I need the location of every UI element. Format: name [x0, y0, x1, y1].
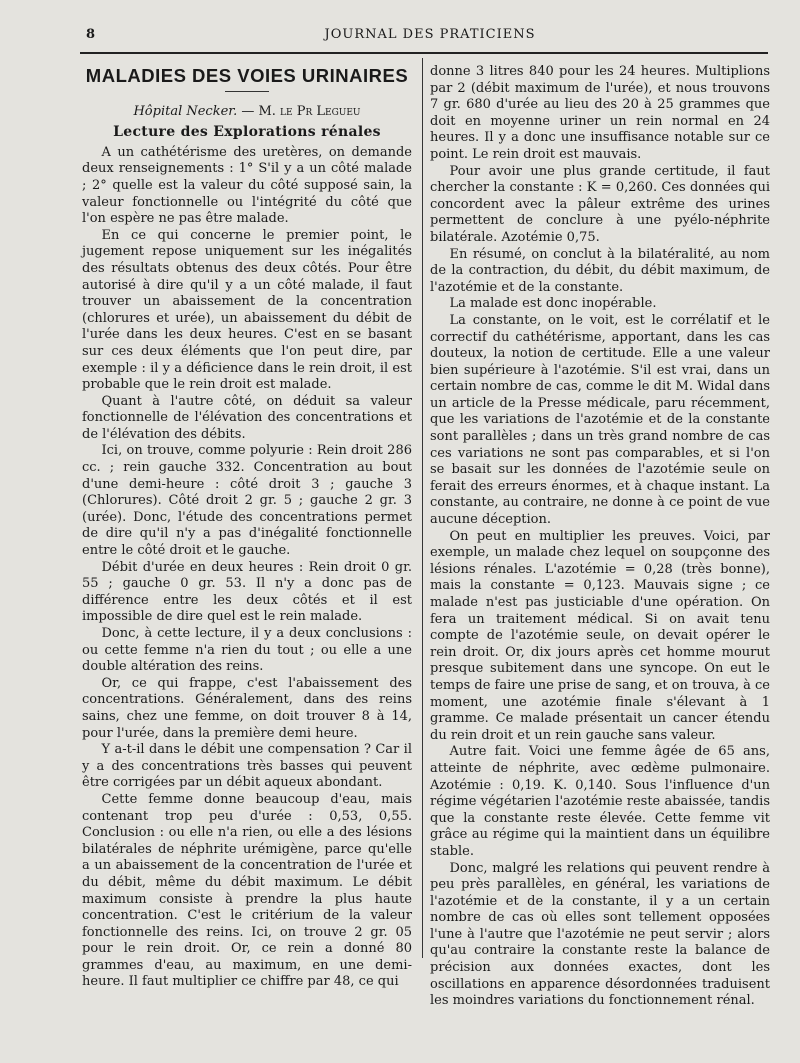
paragraph: En ce qui concerne le premier point, le jugement repose uniquement sur les inégalités des résultats obtenus des deux côtés. Pour être autorisé à dire qu'il y a un côté malade, il faut trouver un abaissement de la concentration (chlorures et urée), un abaissement du débit de l'urée dans les deux heures. C'est en se basant sur ces deux éléments que l'on peut dire, par exemple : il y a déficience dans le rein droit, il est probable que le rein droit est malade.: [82, 227, 412, 393]
paragraph: Débit d'urée en deux heures : Rein droit 0 gr. 55 ; gauche 0 gr. 53. Il n'y a donc pas de différence entre les deux côtés et il est impossible de dire quel est le rein malade.: [82, 559, 412, 625]
right-column: [430, 64, 770, 1010]
column-divider: [422, 58, 423, 958]
paragraph: Or, ce qui frappe, c'est l'abaissement des concentrations. Généralement, dans des reins sains, chez une femme, on doit trouver 8 à 14, pour l'urée, dans la première demi heure.: [82, 675, 412, 741]
paragraph: Donc, à cette lecture, il y a deux conclusions : ou cette femme n'a rien du tout ; ou elle a une double altération des reins.: [82, 626, 412, 675]
paragraph: La malade est donc inopérable.: [449, 296, 657, 312]
paragraph: Quant à l'autre côté, on déduit sa valeur fonctionnelle de l'élévation des concentrations et de l'élévation des débits.: [82, 393, 412, 442]
hospital-name: Hôpital Necker.: [133, 103, 238, 119]
paragraph: A un cathétérisme des uretères, on demande deux renseignements : 1° S'il y a un côté malade ; 2° quelle est la valeur du côté supposé sain, la valeur fonctionnelle ou l'intégrité du côté que l'on espère ne pas être malade.: [82, 144, 412, 227]
section-title: MALADIES DES VOIES URINAIRES: [85, 65, 409, 86]
header-rule: [80, 52, 768, 54]
hospital-line: [82, 104, 412, 121]
paragraph: Autre fait. Voici une femme âgée de 65 ans, atteinte de néphrite, avec œdème pulmonaire. Azotémie : 0,19. K. 0,140. Sous l'influence d'un régime végétarien l'azotémie reste abaissée, tandis que la constante reste élevée. Cette femme vit grâce au régime qui la maintient dans un équilibre stable.: [430, 744, 770, 859]
paragraph: donne 3 litres 840 pour les 24 heures. Multiplions par 2 (débit maximum de l'urée), et nous trouvons 7 gr. 680 d'urée au lieu des 20 à 25 grammes que doit en moyenne uriner un rein normal en 24 heures. Il y a donc une insuffisance notable sur ce point. Le rein droit est mauvais.: [430, 64, 770, 162]
paragraph: Y a-t-il dans le débit une compensation ? Car il y a des concentrations très basses qui peuvent être corrigées par un débit aqueux abondant.: [82, 742, 412, 791]
running-title: JOURNAL DES PRATICIENS: [324, 27, 536, 42]
author-name: — M. le Pr Legueu: [241, 103, 361, 119]
paragraph: Pour avoir une plus grande certitude, il faut chercher la constante : K = 0,260. Ces données qui concordent avec la pâleur extrême des urines permettent de conclure à une pyélo-néphrite bilatérale. Azotémie 0,75.: [430, 163, 770, 245]
paragraph: On peut en multiplier les preuves. Voici, par exemple, un malade chez lequel on soupçonne des lésions rénales. L'azotémie = 0,28 (très bonne), mais la constante = 0,123. Mauvais signe ; ce malade n'est pas justiciable d'une opération. On fera un traitement médical. Si on avait tenu compte de l'azotémie seule, on devait opérer le rein droit. Or, dix jours après cet homme mourut presque subitement dans une syncope. On eut le temps de faire une prise de sang, et on trouva, à ce moment, une azotémie finale s'élevant à 1 gramme. Ce malade présentait un cancer étendu du rein droit et un rein gauche sans valeur.: [430, 528, 770, 743]
left-column: [82, 62, 412, 991]
page-number: 8: [86, 27, 96, 42]
paragraph: Donc, malgré les relations qui peuvent rendre à peu près parallèles, en général, les variations de l'azotémie et de la constante, il y a un certain nombre de cas où elles sont tellement opposées l'une à l'autre que l'azotémie ne peut servir ; alors qu'au contraire la constante reste la balance de précision aux données exactes, dont les oscillations en apparence désordonnées traduisent les moindres variations du fonctionnement rénal.: [430, 860, 770, 1009]
title-rule: [225, 91, 269, 92]
article-title: Lecture des Explorations rénales: [113, 124, 381, 141]
paragraph: Ici, on trouve, comme polyurie : Rein droit 286 cc. ; rein gauche 332. Concentration au bout d'une demi-heure : côté droit 3 ; gauche 3 (Chlorures). Côté droit 2 gr. 5 ; gauche 2 gr. 3 (urée). Donc, l'étude des concentrations permet de dire qu'il n'y a pas d'inégalité fonctionnelle entre le côté droit et le gauche.: [82, 443, 412, 559]
paragraph: En résumé, on conclut à la bilatéralité, au nom de la contraction, du débit, du débit maximum, de l'azotémie et de la constante.: [430, 246, 770, 295]
paragraph: Cette femme donne beaucoup d'eau, mais contenant trop peu d'urée : 0,53, 0,55. Conclusion : ou elle n'a rien, ou elle a des lésions bilatérales de néphrite urémigène, parce qu'elle a un abaissement de la concentration de l'urée et du débit, même du débit maximum. Le débit maximum consiste à prendre la plus haute concentration. C'est le critérium de la valeur fonctionnelle des reins. Ici, on trouve 2 gr. 05 pour le rein droit. Or, ce rein a donné 80 grammes d'eau, au maximum, en une demi-heure. Il faut multiplier ce chiffre par 48, ce qui: [82, 791, 412, 990]
paragraph: La constante, on le voit, est le corrélatif et le correctif du cathétérisme, apportant, dans les cas douteux, la notion de certitude. Elle a une valeur bien supérieure à l'azotémie. S'il est vrai, dans un certain nombre de cas, comme le dit M. Widal dans un article de la Presse médicale, paru récemment, que les variations de l'azotémie et de la constante sont parallèles ; dans un très grand nombre de cas ces variations ne sont pas comparables, et si l'on se basait sur les données de l'azotémie seule on ferait des erreurs énormes, et à chaque instant. La constante, au contraire, ne donne à ce point de vue aucune déception.: [430, 312, 770, 528]
